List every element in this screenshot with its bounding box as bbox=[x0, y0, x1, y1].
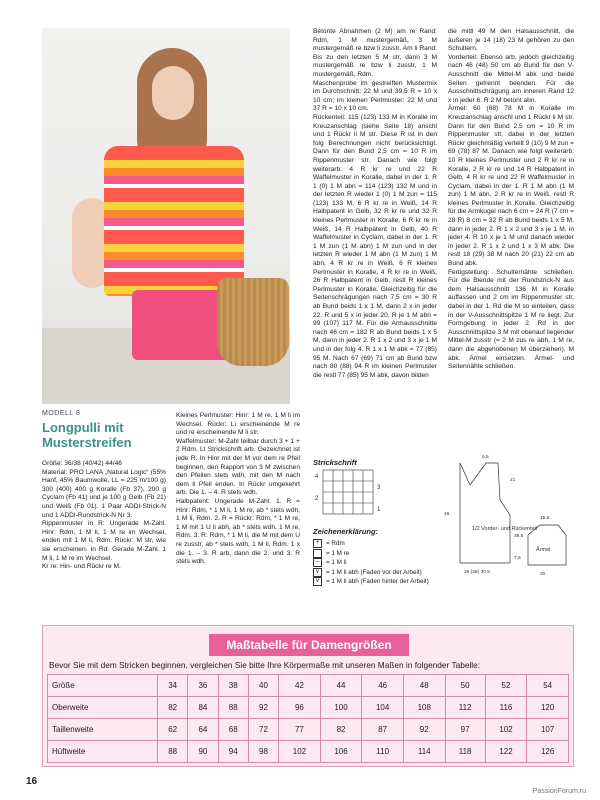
size-table-intro: Bevor Sie mit dem Stricken beginnen, vergleichen Sie bitte Ihre Körpermaße mit unseren Maßen in folgender Tabelle: bbox=[49, 660, 481, 670]
row-label-3: 3 bbox=[377, 485, 381, 491]
dim-label: 15,5 bbox=[540, 516, 550, 521]
sleeve-label: Ärmel bbox=[536, 547, 551, 553]
page-number: 16 bbox=[26, 776, 38, 787]
dim-label: 46 bbox=[444, 512, 450, 517]
dim-label: 7,5 bbox=[514, 556, 521, 561]
col2-p3: Halbpatent: Ungerade M-Zahl. 1. R = Hinr: Rdm, * 1 M li, 1 M re, ab * stets wdh, 1 M li, Rdm. 2. R = Rückr: Rdm, * 1 M re, 1 M mit 1 U li abh, ab * stets wdh, 1 M re, Rdm. 3. R: Rdm, * 1 M li, die M mit dem U re zusstr, ab * stets wdh, 1 M li, Rdm. 1 x die 1. – 3. R arb, dann die 2. und 3. R stets wdh. bbox=[176, 497, 300, 566]
size-table-box bbox=[42, 625, 574, 767]
instructions-col-3 bbox=[313, 28, 437, 380]
striped-sweater bbox=[104, 146, 244, 296]
col4-p3: Ärmel: 60 (68) 78 M in Koralle im Kreuzanschlag anschl und 1 Rückr li M str. Dann für den Bund 2,5 cm = 10 R im Rippenmuster str, dabei in der letzten Rückr gleichmäßig verteilt 9 (10) 9 M zun = 69 (78) 87 M. Danach wie folgt weiterarb: 10 R kleines Perlmuster und 2 R kr re in Koralle, 2 R kr re und 14 R Halbpatent in Gelb, 4 R kr re und 22 R Waffelmuster in Cyclam, dabei in der 1. R 1 M abn (1 M zun) 1 M abn, 2 R kr re in Weiß, restl R kleines Perlmuster in Koralle. Gleichzeitig für die Armkugel nach 6 cm = 24 R (7 cm = 28 R) 8 cm = 32 R ab Bund beids 1 x 5 M, dann in jeder 2. R 1 x 2 und 3 x je 1 M, in jeder 4. R 10 x je 1 M und danach wieder in jeder 2. R 1 x 2 und 1 x 3 M abk. Die restl 18 (29) 38 M nach 20 (21) 22 cm ab Bund abk. bbox=[448, 105, 574, 268]
row-label-2: 2 bbox=[315, 496, 319, 502]
face bbox=[152, 66, 194, 120]
symbol-icon: + bbox=[313, 539, 322, 548]
symbol-icon: ∨ bbox=[313, 577, 322, 586]
legend-item: ∨ = 1 M li abh (Faden vor der Arbeit) bbox=[313, 568, 429, 578]
col3-p3: Rückenteil: 115 (123) 133 M in Koralle im Kreuzanschlag (siehe Seite 18) anschl und 1 Rückr li M str. Diese R ist in den folg Berechnungen nicht berücksichtigt. Dann für den Bund 2,5 cm = 10 R im Rippenmuster str. Danach wie folgt weiterarb: 4 R kr re und 22 R Waffelmuster in Koralle, dabei in der 1. R 1 (0) 1 M abn = 114 (123) 132 M und in der letzten R wieder 1 (0) 1 M zun = 115 (123) 133 M, 6 R kr re in Weiß, 14 R Halbpatent in Gelb, 32 R kr re und 32 R kleines Perlmuster in Koralle, 6 R kr re in Weiß, 14 R Halbpatent in Gelb, 40 R Waffelmuster in Cyclam, dabei in der 1. R 1 M zun (1 M abn) 1 M zun und in der letzten R wieder 1 M abn (1 M zun) 1 M abn, 4 R kr re in Weiß, 6 R kleines Perlmuster in Koralle, 4 R kr re in Weiß, 26 R Halbpatent in Gelb, restl R kleines Perlmuster in Koralle. Gleichzeitig für die Seitenschrägungen nach 7,5 cm = 30 R ab Bund beids 1 x 1 M, dann 2 x in jeder 22. R und 5 x in jeder 20. R je 1 M abn = 99 (107) 117 M. Für die Armausschnitte nach 46 cm = 182 R ab Bund beids 1 x 5 M, dann in jeder 2. R 1 x 2 und 3 x je 1 M und in der folg 4. R 1 x 1 M abk = 77 (85) 95 M. Nach 67 (69) 71 cm ab Bund bzw nach 80 (88) 94 R im kleinen Perlmuster die restl 77 (85) 95 M abk, davon bilden bbox=[313, 113, 437, 379]
dim-label: 21 bbox=[510, 478, 516, 483]
symbol-icon: ∨ bbox=[313, 568, 322, 577]
instructions-col-2 bbox=[176, 412, 300, 567]
legend-item: + = Rdm bbox=[313, 539, 429, 549]
page-title: Longpulli mit Musterstreifen bbox=[42, 420, 132, 450]
woven-bag bbox=[217, 278, 289, 366]
col4-p2: Vorderteil: Ebenso arb, jedoch gleichzeitig nach 46 (48) 50 cm ab Bund für den V-Ausschnitt die Mittel-M abk und beide Seiten getrennt beenden. Für die Ausschnittschrägung am inneren Rand 12 x in jeder 6. R 2 M betont abn. bbox=[448, 53, 574, 104]
legend-title: Zeichenerklärung: bbox=[313, 527, 379, 536]
body-label: 1/2 Vorder- und Rückenteil bbox=[472, 526, 538, 532]
table-row: Hüftweite 88 90 94 98 102 106 110 114 118 122 126 bbox=[48, 741, 569, 763]
col1-p3: Rippenmuster in R: Ungerade M-Zahl. Hinr: Rdm, 1 M li, 1 M re im Wechsel, enden mit 1 M li, Rdm. Rückr: M str, wie sie erscheinen. In Rd: Gerade M-Zahl. 1 M li, 1 M re im Wechsel. bbox=[42, 520, 166, 562]
model-label: MODELL 8 bbox=[42, 410, 81, 417]
col4-p1: die mittl 49 M den Halsausschnitt, die äußeren je 14 (18) 23 M gehören zu den Schultern. bbox=[448, 28, 574, 53]
legend-item: ∨ = 1 M li abh (Faden hinter der Arbeit) bbox=[313, 577, 429, 587]
knitting-chart bbox=[313, 468, 403, 518]
row-label-4: 4 bbox=[315, 474, 319, 480]
col1-p2: Material: PRO LANA „Natural Logic“ (55% Hanf, 45% Baumwolle, LL = 225 m/100 g) 300 (400) 400 g Koralle (Fb 37), 200 g Cyclam (Fb 41) und je 100 g Gelb (Fb 21) und Weiß (Fb 01). 1 Paar ADDI-Strick-N und 1 ADDI-Rundstrick-N Nr 3. bbox=[42, 468, 166, 519]
legend-item: = 1 M re bbox=[313, 549, 429, 559]
table-row: Taillenweite 62 64 68 72 77 82 87 92 97 102 107 bbox=[48, 719, 569, 741]
instructions-col-4 bbox=[448, 28, 574, 372]
row-label-1: 1 bbox=[377, 507, 381, 513]
legend-list bbox=[313, 539, 429, 587]
table-row: Größe 34 36 38 40 42 44 46 48 50 52 54 bbox=[48, 675, 569, 697]
model-photo bbox=[42, 28, 290, 404]
watermark: PassionForum.ru bbox=[532, 788, 586, 795]
instructions-col-1 bbox=[42, 460, 166, 572]
col1-p4: Kr re: Hin- und Rückr re M. bbox=[42, 563, 121, 571]
col2-p1: Kleines Perlmuster: Hinr: 1 M re, 1 M li im Wechsel. Rückr: Li erscheinende M re und re erscheinende M li str. bbox=[176, 412, 300, 437]
symbol-icon: – bbox=[313, 558, 322, 567]
dim-label: 20 bbox=[540, 572, 546, 577]
dim-label: 6,5 bbox=[482, 455, 489, 460]
garment-schematic bbox=[440, 455, 580, 605]
legend-item: – = 1 M li bbox=[313, 558, 429, 568]
table-row: Oberweite 82 84 88 92 96 100 104 108 112 116 120 bbox=[48, 697, 569, 719]
size-table bbox=[47, 674, 569, 763]
size-table-title: Maßtabelle für Damengrößen bbox=[209, 634, 409, 656]
col3-p1: Betonte Abnahmen (2 M) am re Rand: Rdm, 1 M mustergemäß, 3 M mustergemäß re bzw li zusstr. Am li Rand: Bis zu den letzten 5 M str, dann 3 M mustergemäß re bzw li zusstr, 1 M mustergemäß, Rdm. bbox=[313, 28, 437, 78]
chart-title: Strickschrift bbox=[313, 458, 357, 467]
symbol-icon bbox=[313, 549, 322, 558]
col2-p2: Waffelmuster: M-Zahl teilbar durch 3 + 1 + 2 Rdm. Lt Strickschrift arb. Gezeichnet ist jede R. In Hinr mit der M vor dem re Pfeil beginnen, den Rapport von 3 M zwischen den Pfeilen stets wdh, mit den M nach dem li Pfeil enden. In Rückr umgekehrt arb. Die 1. – 4. R stets wdh. bbox=[176, 437, 300, 497]
col4-p4: Fertigstellung: Schulternähte schließen. Für die Blende mit der Rundstrick-N aus dem Halsausschnitt 136 M in Koralle auffassen und 2 cm im Rippenmuster str, dabei in der 1. Rd die M so einteilen, dass in der V-Ausschnittspitze 1 M re liegt. Zur Formgebung in jeder 2. Rd in der Ausschnittspitze 3 M mit obenauf liegender Mittel-M zusstr (= 2 M zus re abh, 1 M re, dann die abgehobenen M überziehen). M abk. Ärmel einsetzen. Ärmel- und Seitennähte schließen. bbox=[448, 268, 574, 371]
col3-p2: Maschenprobe im gestreiften Mustermix im Durchschnitt: 22 M und 39,5 R = 10 x 10 cm; im kleinen Perlmuster: 22 M und 37 R = 10 x 10 cm. bbox=[313, 79, 437, 113]
col1-p1: Größe: 36/38 (40/42) 44/46 bbox=[42, 460, 122, 467]
dim-label: 38,5 bbox=[514, 534, 524, 539]
dim-label: 26 (28) 30,5 bbox=[464, 570, 490, 575]
